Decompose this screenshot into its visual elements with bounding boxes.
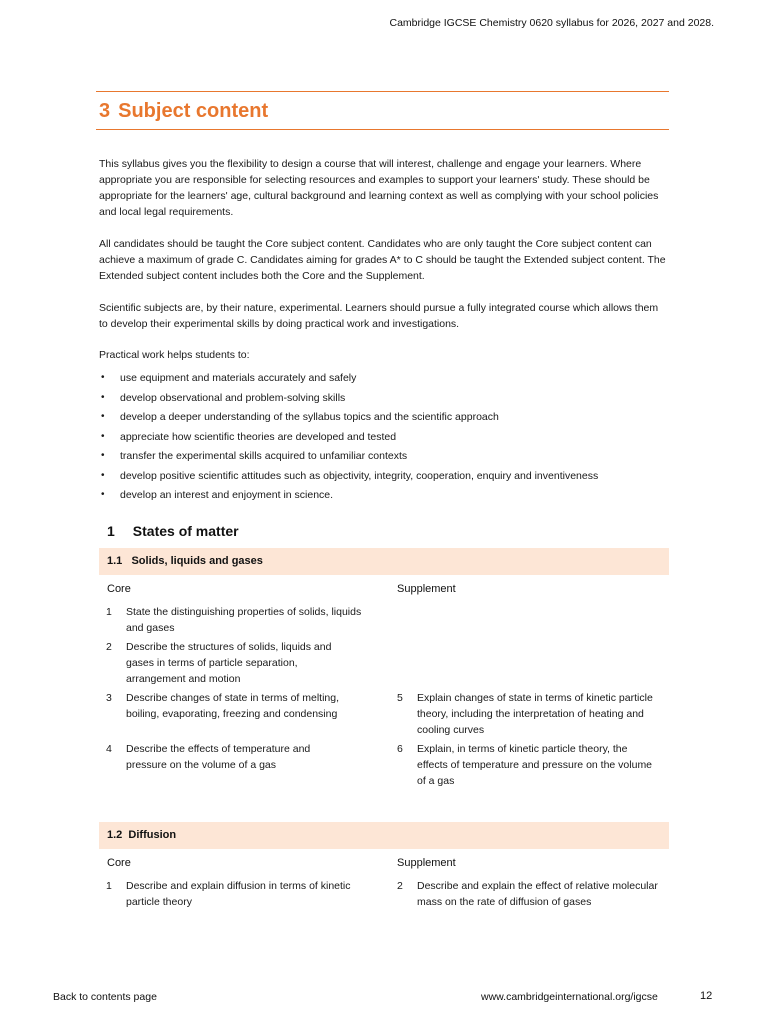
scientific-subjects-paragraph: Scientific subjects are, by their nature, experimental. Learners should pursue a fully integrated course which allows them to develop their experimental skills by doing practical work and investigations. xyxy=(99,302,659,330)
list-item: • develop positive scientific attitudes such as objectivity, integrity, cooperation, enquiry and inventiveness xyxy=(101,469,599,482)
supplement-item: 5 Explain changes of state in terms of kinetic particle theory, including the interpretation of heating and cooling curves xyxy=(397,692,653,736)
core-column-heading: Core xyxy=(107,583,131,595)
list-item: • develop a deeper understanding of the syllabus topics and the scientific approach xyxy=(101,411,499,423)
bullet-icon: • xyxy=(101,430,105,442)
section-title xyxy=(99,100,268,123)
core-item: 2 Describe the structures of solids, liquids and gases in terms of particle separation, arrangement and motion xyxy=(106,641,332,685)
list-item: • use equipment and materials accurately and safely xyxy=(101,372,357,384)
bullet-icon: • xyxy=(101,489,105,500)
page-number: 12 xyxy=(700,990,713,1002)
bullet-icon: • xyxy=(101,391,105,403)
supplement-item: 6 Explain, in terms of kinetic particle theory, the effects of temperature and pressure on the volume of a gas xyxy=(397,743,653,787)
subtopic-header-1-1 xyxy=(99,548,669,575)
list-item: • appreciate how scientific theories are developed and tested xyxy=(101,430,397,443)
topic-title-text: States of matter xyxy=(132,523,239,539)
bullet-icon: • xyxy=(101,450,105,461)
list-item: • develop an interest and enjoyment in science. xyxy=(101,489,334,501)
core-item: 1 State the distinguishing properties of solids, liquids and gases xyxy=(106,606,362,634)
supplement-column-heading: Supplement xyxy=(397,583,456,595)
core-content-paragraph: All candidates should be taught the Core subject content. Candidates who are only taught the Core subject content can achieve a maximum of grade C. Candidates aiming for grades A* to C should be taught the Extended subject content. The Extended subject content includes both the Core and the Supplement. xyxy=(99,238,666,282)
core-item: 3 Describe changes of state in terms of melting, boiling, evaporating, freezing and condensing xyxy=(106,692,340,720)
list-item: • develop observational and problem-solving skills xyxy=(101,391,346,404)
list-item: • transfer the experimental skills acquired to unfamiliar contexts xyxy=(101,450,408,462)
subtopic-header-1-2 xyxy=(99,822,669,849)
supplement-column-heading: Supplement xyxy=(397,857,456,869)
topic-heading xyxy=(107,523,239,539)
subtopic-number: 1.2 xyxy=(107,829,123,841)
intro-paragraph: This syllabus gives you the flexibility to design a course that will interest, challenge and engage your learners. Where appropriate you are responsible for selecting resources and examples to support your learners' study. These should be appropriate for the learners' age, cultural background and learning context as well as complying with your school policies and local legal requirements. xyxy=(99,158,659,218)
practical-work-list xyxy=(99,370,669,507)
website-link[interactable]: www.cambridgeinternational.org/igcse xyxy=(481,991,658,1003)
practical-work-intro: Practical work helps students to: xyxy=(99,349,250,361)
section-heading xyxy=(96,91,669,130)
document-header: Cambridge IGCSE Chemistry 0620 syllabus for 2026, 2027 and 2028. xyxy=(389,17,714,29)
bullet-icon: • xyxy=(101,411,105,422)
topic-number: 1 xyxy=(107,523,115,539)
core-item: 4 Describe the effects of temperature and pressure on the volume of a gas xyxy=(106,743,311,771)
subtopic-title: Diffusion xyxy=(128,829,177,841)
section-number: 3 xyxy=(99,100,111,122)
bullet-icon: • xyxy=(101,469,105,481)
supplement-item: 2 Describe and explain the effect of relative molecular mass on the rate of diffusion of gases xyxy=(397,880,658,908)
back-to-contents-link[interactable]: Back to contents page xyxy=(53,991,157,1003)
bullet-icon: • xyxy=(101,372,105,383)
section-title-text: Subject content xyxy=(118,100,269,122)
subtopic-title: Solids, liquids and gases xyxy=(131,555,263,567)
subtopic-number: 1.1 xyxy=(107,555,123,567)
core-column-heading: Core xyxy=(107,857,131,869)
core-item: 1 Describe and explain diffusion in terms of kinetic particle theory xyxy=(106,880,351,908)
